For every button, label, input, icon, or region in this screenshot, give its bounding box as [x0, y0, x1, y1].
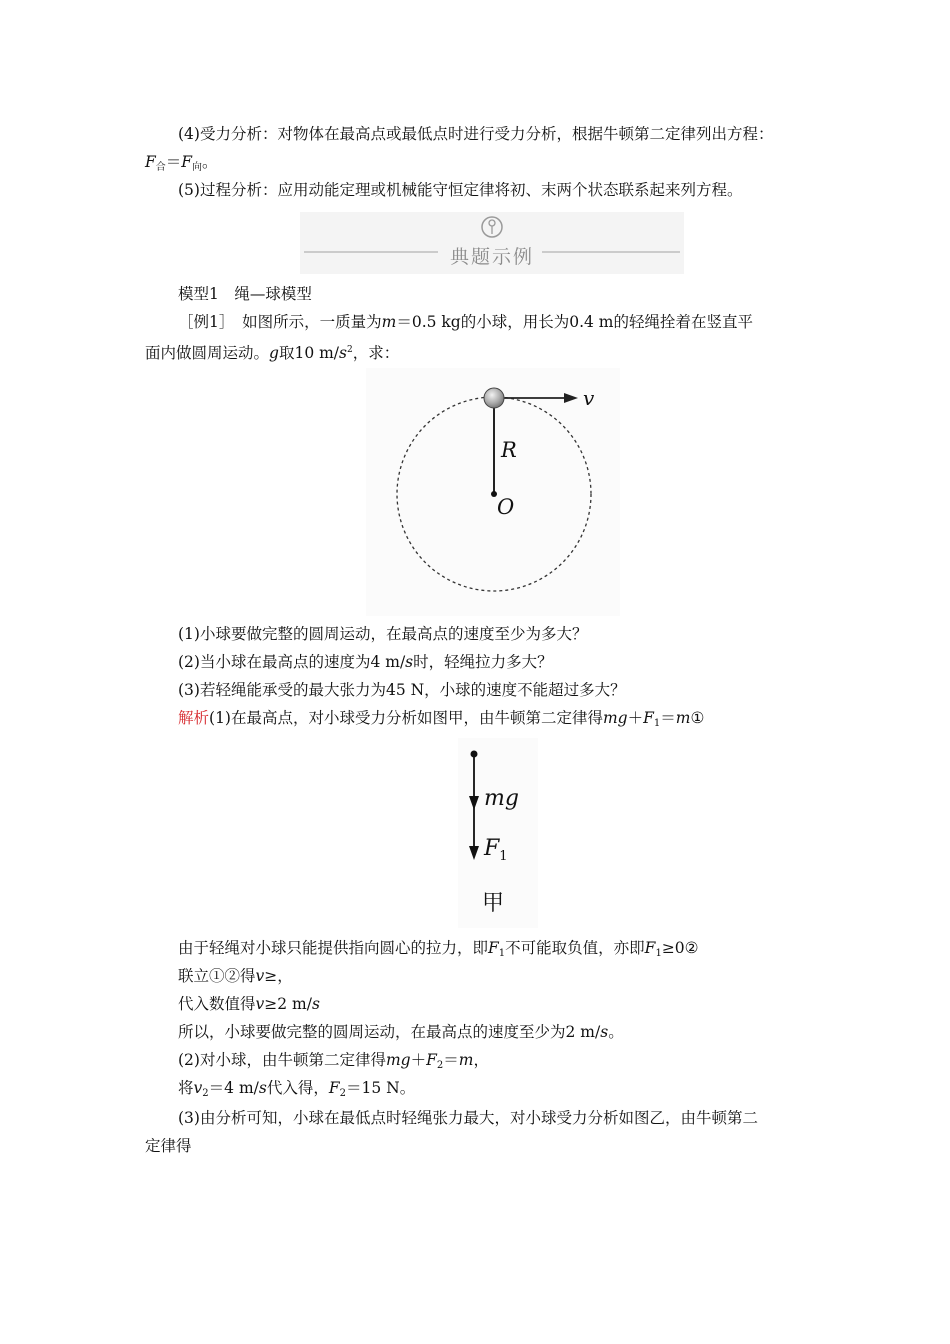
example-line-1: ［例1］ 如图所示，一质量为m＝0.5 kg的小球，用长为0.4 m的轻绳拴着在竖直平 — [178, 313, 753, 331]
mg-label: mg — [484, 786, 519, 811]
question-2: (2)当小球在最高点的速度为4 m/s时，轻绳拉力多大？ — [178, 653, 553, 671]
solution-line-8: (3)由分析可知，小球在最低点时轻绳张力最大，对小球受力分析如图乙，由牛顿第二 — [178, 1109, 758, 1127]
solution-line-5: 所以，小球要做完整的圆周运动，在最高点的速度至少为2 m/s。 — [178, 1023, 624, 1041]
solution-line-2: 由于轻绳对小球只能提供指向圆心的拉力，即$F_1$不可能取负值，亦即$F_1\ge 0②$ — [178, 939, 699, 959]
solution-label: 解析 — [178, 709, 210, 727]
solution-line-1: 解析(1)在最高点，对小球受力分析如图甲，由牛顿第二定律得$mg+F_1=m①$ — [178, 709, 705, 729]
intro-formula-line: $F_合=F_向$。 — [145, 153, 218, 173]
center-label: O — [497, 495, 515, 519]
force-diagram-figure — [458, 738, 538, 928]
solution-line-7: 将$v_2=4$ m/s代入得，$F_2=15$ N。 — [178, 1079, 416, 1099]
intro-line-4: (4)受力分析：对物体在最高点或最低点时进行受力分析，根据牛顿第二定律列出方程： — [178, 125, 774, 143]
ball — [484, 388, 504, 408]
figure-caption-jia: 甲 — [482, 891, 505, 916]
circular-motion-figure — [366, 368, 620, 616]
f1-label: $F_1$ — [484, 836, 508, 864]
example-line-2: 面内做圆周运动。g取10 $m/s^2$，求： — [145, 344, 400, 362]
solution-line-3: 联立①②得v≥， — [178, 967, 293, 985]
model-title: 模型1 绳—球模型 — [178, 285, 312, 303]
solution-line-4: 代入数值得v≥2 m/s — [178, 995, 320, 1013]
solution-line-6: (2)对小球，由牛顿第二定律得$mg+F_2=m$， — [178, 1051, 489, 1071]
question-3: (3)若轻绳能承受的最大张力为45 N，小球的速度不能超过多大？ — [178, 681, 626, 699]
radius-label: R — [501, 438, 517, 462]
velocity-label: v — [583, 386, 595, 410]
question-1: (1)小球要做完整的圆周运动，在最高点的速度至少为多大？ — [178, 625, 588, 643]
intro-line-5: (5)过程分析：应用动能定理或机械能守恒定律将初、末两个状态联系起来列方程。 — [178, 181, 743, 199]
solution-line-9: 定律得 — [145, 1137, 192, 1155]
section-banner — [300, 212, 684, 274]
banner-title: 典题示例 — [449, 246, 534, 268]
